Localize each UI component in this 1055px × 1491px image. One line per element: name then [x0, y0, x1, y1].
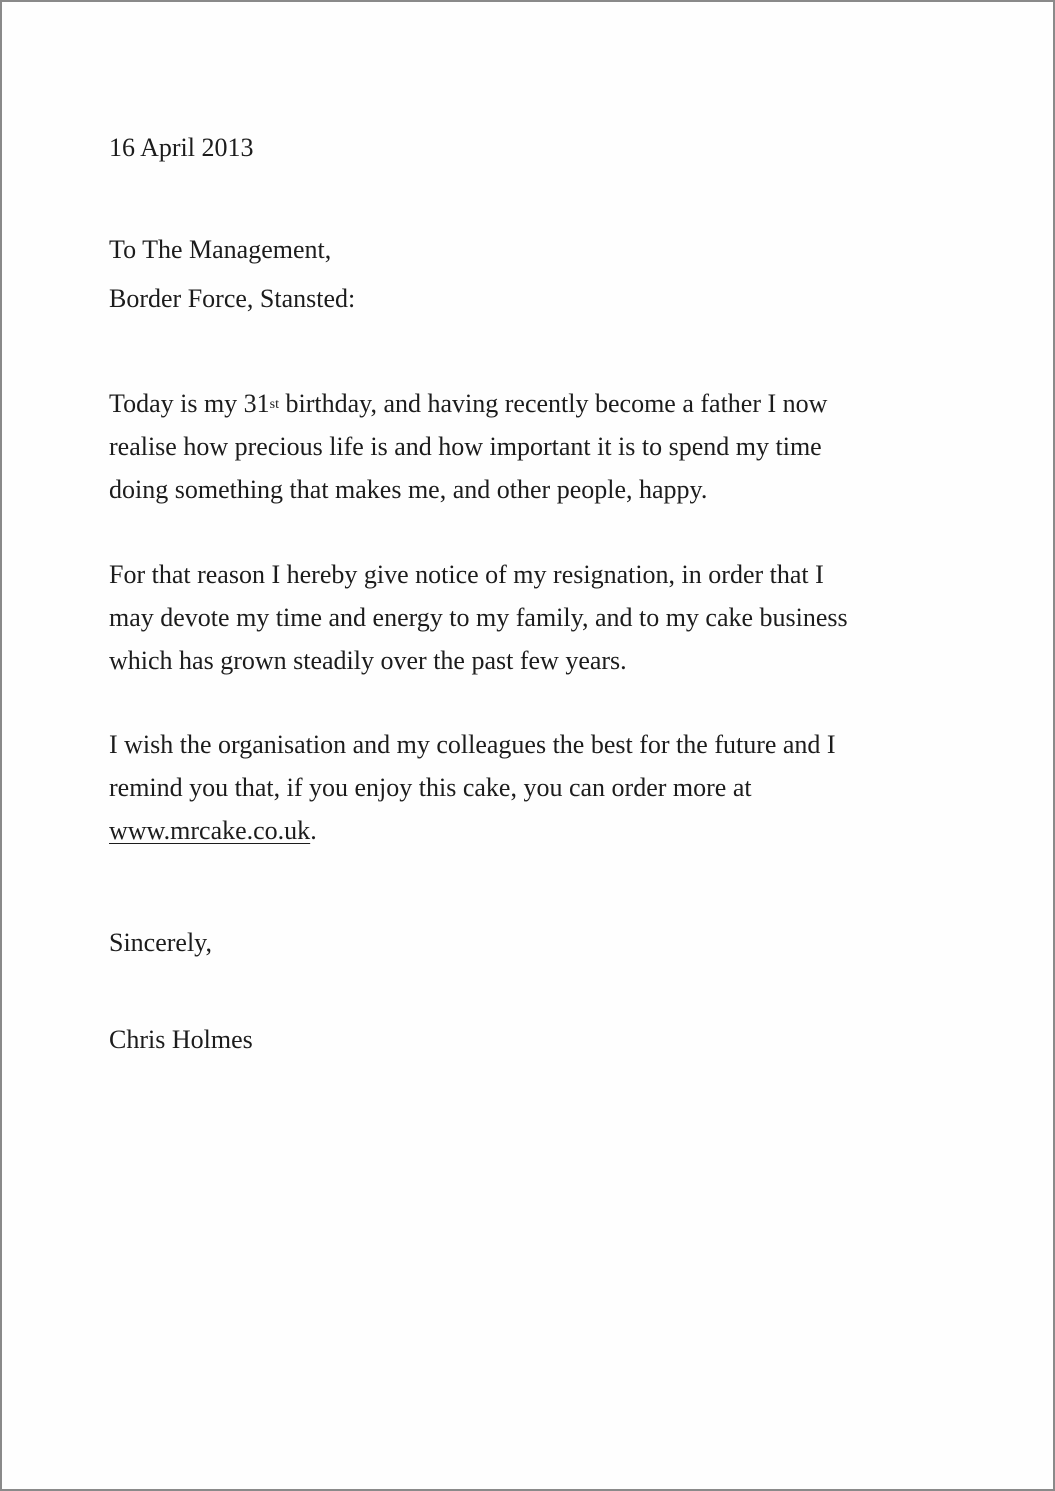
paragraph-line: I wish the organisation and my colleagues the best for the future and I: [109, 730, 836, 759]
paragraph-line: [109, 382, 827, 425]
paragraph-resignation: [109, 553, 848, 682]
line-text: Today is my 31: [109, 389, 270, 418]
paragraph-birthday: [109, 382, 827, 511]
signature: Chris Holmes: [109, 1025, 253, 1054]
paragraph-line: doing something that makes me, and other people, happy.: [109, 475, 708, 504]
paragraph-line: which has grown steadily over the past few years.: [109, 646, 627, 675]
line-text: .: [310, 816, 317, 845]
paragraph-line: realise how precious life is and how important it is to spend my time: [109, 432, 822, 461]
paragraph-line: may devote my time and energy to my family, and to my cake business: [109, 603, 848, 632]
recipient-line-1: To The Management,: [109, 235, 332, 264]
letter-date: 16 April 2013: [109, 133, 254, 162]
closing: Sincerely,: [109, 928, 212, 957]
paragraph-line: remind you that, if you enjoy this cake, you can order more at: [109, 773, 752, 802]
paragraph-line: For that reason I hereby give notice of my resignation, in order that I: [109, 560, 824, 589]
line-text: birthday, and having recently become a father I now: [279, 389, 828, 418]
ordinal-suffix: st: [269, 397, 280, 412]
paragraph-wishes: [109, 723, 836, 852]
paragraph-line: [109, 809, 836, 852]
recipient-line-2: Border Force, Stansted:: [109, 284, 356, 313]
website-link[interactable]: www.mrcake.co.uk: [109, 816, 311, 845]
